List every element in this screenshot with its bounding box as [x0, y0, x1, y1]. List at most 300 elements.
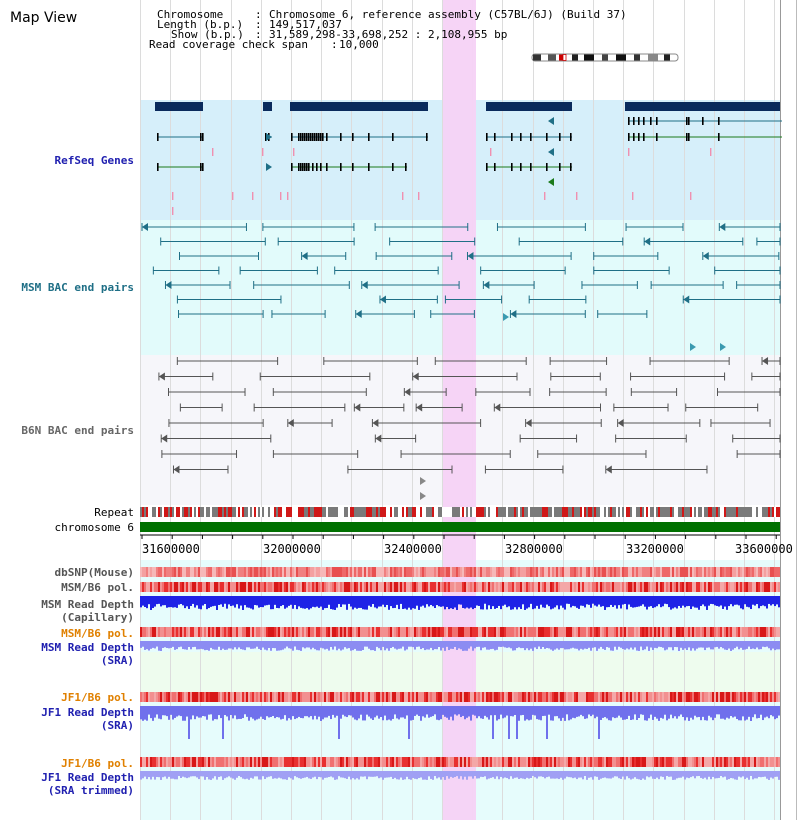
heat-mark: [400, 757, 402, 767]
heat-mark: [572, 582, 574, 592]
heat-mark: [650, 692, 652, 702]
depth-mark: [338, 641, 340, 649]
heat-mark: [152, 757, 154, 767]
depth-mark: [154, 771, 156, 780]
depth-mark: [736, 596, 738, 605]
heat-mark: [276, 757, 278, 767]
heat-mark: [466, 692, 468, 702]
depth-mark: [440, 771, 442, 780]
depth-mark: [264, 706, 266, 720]
repeat-mark: [484, 507, 486, 517]
heat-mark: [596, 567, 598, 577]
depth-mark: [428, 641, 430, 650]
heat-mark: [738, 692, 740, 702]
depth-mark: [386, 596, 388, 605]
heat-mark: [252, 582, 254, 592]
depth-mark: [302, 771, 304, 778]
heat-mark: [220, 567, 222, 577]
heat-mark: [422, 567, 424, 577]
depth-mark: [716, 706, 718, 714]
heat-mark: [598, 567, 600, 577]
depth-mark: [470, 641, 472, 647]
exon-mark: [322, 133, 324, 141]
heat-mark: [612, 692, 614, 702]
depth-mark: [518, 706, 520, 721]
heat-mark: [750, 567, 752, 577]
heat-mark: [482, 627, 484, 637]
repeat-mark: [658, 507, 660, 517]
repeat-mark: [386, 507, 388, 517]
depth-mark: [196, 596, 198, 605]
depth-mark: [602, 641, 604, 649]
msm-b6-pol-track-label[interactable]: MSM/B6 pol.: [61, 581, 134, 594]
jf1-b6-pol-label[interactable]: JF1/B6 pol.: [61, 691, 134, 704]
heat-mark: [446, 692, 448, 702]
b6n-bac-track-label[interactable]: B6N BAC end pairs: [21, 424, 134, 437]
heat-mark: [334, 692, 336, 702]
heat-mark: [570, 582, 572, 592]
depth-mark: [380, 641, 382, 650]
depth-mark: [522, 706, 524, 715]
heat-mark: [248, 582, 250, 592]
heat-mark: [392, 582, 394, 592]
heat-mark: [428, 757, 430, 767]
depth-mark: [188, 706, 190, 739]
length-key: Length (b.p.): [157, 18, 244, 31]
heat-mark: [278, 567, 280, 577]
heat-mark: [716, 627, 718, 637]
heat-mark: [494, 757, 496, 767]
heat-mark: [640, 627, 642, 637]
heat-mark: [326, 582, 328, 592]
depth-mark: [374, 771, 376, 777]
heat-mark: [548, 757, 550, 767]
repeat-mark: [266, 507, 268, 517]
heat-mark: [546, 692, 548, 702]
depth-mark: [484, 771, 486, 776]
heat-mark: [314, 757, 316, 767]
depth-mark: [676, 771, 678, 778]
heat-mark: [608, 627, 610, 637]
heat-mark: [550, 582, 552, 592]
jf1-trim-label-1[interactable]: JF1 Read Depth: [41, 771, 134, 784]
heat-mark: [652, 582, 654, 592]
depth-mark: [602, 596, 604, 606]
depth-mark: [710, 596, 712, 604]
heat-mark: [266, 567, 268, 577]
depth-mark: [560, 771, 562, 778]
heat-mark: [528, 757, 530, 767]
heat-mark: [362, 692, 364, 702]
heat-mark: [186, 582, 188, 592]
heat-mark: [258, 582, 260, 592]
heat-mark: [280, 627, 282, 637]
heat-mark: [214, 757, 216, 767]
msm-read-depth-cap-label-1[interactable]: MSM Read Depth: [41, 598, 134, 611]
depth-mark: [686, 596, 688, 606]
repeat-mark: [290, 507, 292, 517]
depth-mark: [686, 706, 688, 717]
depth-mark: [504, 596, 506, 605]
heat-mark: [526, 692, 528, 702]
repeat-mark: [576, 507, 578, 517]
depth-mark: [160, 771, 162, 780]
depth-mark: [436, 771, 438, 778]
depth-mark: [614, 771, 616, 776]
depth-mark: [592, 706, 594, 715]
depth-mark: [486, 596, 488, 609]
heat-mark: [764, 582, 766, 592]
heat-mark: [224, 692, 226, 702]
heat-mark: [152, 567, 154, 577]
depth-mark: [400, 596, 402, 604]
depth-mark: [452, 596, 454, 609]
heat-mark: [350, 627, 352, 637]
depth-mark: [400, 771, 402, 778]
heat-mark: [218, 757, 220, 767]
heat-mark: [576, 692, 578, 702]
depth-mark: [640, 596, 642, 606]
heat-mark: [192, 567, 194, 577]
repeat-mark: [630, 507, 632, 517]
heat-mark: [696, 757, 698, 767]
snp-mark: [232, 192, 233, 200]
heat-mark: [266, 757, 268, 767]
jf1-read-depth-label-2: (SRA): [100, 719, 134, 732]
heat-mark: [596, 757, 598, 767]
heat-mark: [368, 582, 370, 592]
coverage-sep: :: [331, 38, 338, 51]
heat-mark: [760, 757, 762, 767]
depth-mark: [642, 596, 644, 604]
depth-mark: [396, 771, 398, 779]
snp-mark: [690, 192, 691, 200]
heat-mark: [482, 567, 484, 577]
repeat-mark: [466, 507, 468, 517]
heat-mark: [450, 757, 452, 767]
depth-mark: [338, 771, 340, 776]
heat-mark: [402, 757, 404, 767]
heat-mark: [544, 567, 546, 577]
depth-mark: [654, 706, 656, 717]
heat-mark: [516, 757, 518, 767]
heat-mark: [178, 692, 180, 702]
heat-mark: [436, 567, 438, 577]
depth-mark: [142, 596, 144, 606]
heat-mark: [762, 692, 764, 702]
heat-mark: [570, 567, 572, 577]
heat-mark: [534, 757, 536, 767]
heat-mark: [698, 757, 700, 767]
depth-mark: [488, 771, 490, 779]
heat-mark: [590, 757, 592, 767]
heat-mark: [748, 582, 750, 592]
repeat-mark: [726, 507, 728, 517]
heat-mark: [198, 692, 200, 702]
jf1-b6-pol-2-label[interactable]: JF1/B6 pol.: [61, 757, 134, 770]
depth-mark: [328, 641, 330, 651]
depth-mark: [268, 706, 270, 717]
msm-bac-track-label[interactable]: MSM BAC end pairs: [21, 281, 134, 294]
msm-b6-pol-sra-label[interactable]: MSM/B6 pol.: [61, 627, 134, 640]
heat-mark: [404, 567, 406, 577]
heat-mark: [198, 567, 200, 577]
depth-mark: [612, 596, 614, 607]
heat-mark: [282, 757, 284, 767]
heat-mark: [290, 627, 292, 637]
heat-mark: [476, 627, 478, 637]
depth-mark: [552, 641, 554, 651]
exon-mark: [559, 163, 561, 171]
heat-mark: [402, 627, 404, 637]
depth-mark: [672, 706, 674, 718]
depth-mark: [622, 771, 624, 777]
heat-mark: [474, 582, 476, 592]
depth-mark: [284, 771, 286, 779]
depth-mark: [220, 771, 222, 776]
depth-mark: [302, 706, 304, 718]
depth-mark: [190, 706, 192, 719]
repeat-mark: [406, 507, 408, 517]
heat-mark: [646, 567, 648, 577]
depth-mark: [604, 771, 606, 777]
heat-mark: [306, 582, 308, 592]
heat-mark: [424, 627, 426, 637]
heat-mark: [324, 582, 326, 592]
heat-mark: [312, 582, 314, 592]
heat-mark: [202, 692, 204, 702]
gene-arrow: [548, 117, 554, 125]
heat-mark: [292, 627, 294, 637]
heat-mark: [644, 582, 646, 592]
heat-mark: [496, 582, 498, 592]
exon-mark: [314, 133, 316, 141]
depth-mark: [350, 641, 352, 651]
bac-arrow: [606, 466, 612, 474]
heat-mark: [766, 627, 768, 637]
depth-mark: [608, 771, 610, 778]
heat-mark: [228, 627, 230, 637]
depth-mark: [658, 596, 660, 604]
heat-mark: [558, 567, 560, 577]
depth-mark: [714, 596, 716, 605]
depth-mark: [264, 641, 266, 650]
depth-mark: [376, 706, 378, 716]
heat-mark: [276, 582, 278, 592]
depth-mark: [626, 596, 628, 609]
heat-mark: [344, 692, 346, 702]
depth-mark: [218, 771, 220, 777]
depth-mark: [286, 706, 288, 721]
depth-mark: [368, 596, 370, 606]
heat-mark: [200, 692, 202, 702]
repeat-mark: [490, 507, 492, 517]
heat-mark: [498, 757, 500, 767]
depth-mark: [730, 596, 732, 604]
heat-mark: [240, 567, 242, 577]
depth-mark: [382, 641, 384, 647]
heat-mark: [458, 582, 460, 592]
depth-mark: [414, 706, 416, 716]
depth-mark: [150, 771, 152, 779]
depth-mark: [406, 706, 408, 715]
heat-mark: [246, 627, 248, 637]
heat-mark: [676, 757, 678, 767]
depth-mark: [468, 641, 470, 649]
repeat-mark: [536, 507, 538, 517]
jf1-read-depth-label-1[interactable]: JF1 Read Depth: [41, 706, 134, 719]
depth-mark: [468, 706, 470, 716]
depth-mark: [746, 641, 748, 649]
heat-mark: [198, 582, 200, 592]
depth-mark: [772, 596, 774, 604]
msm-read-depth-sra-label-1[interactable]: MSM Read Depth: [41, 641, 134, 654]
heat-mark: [704, 627, 706, 637]
heat-mark: [166, 582, 168, 592]
repeat-mark: [660, 507, 662, 517]
heat-mark: [336, 757, 338, 767]
depth-mark: [232, 596, 234, 606]
heat-mark: [170, 757, 172, 767]
depth-mark: [398, 771, 400, 780]
heat-mark: [302, 757, 304, 767]
heat-mark: [248, 692, 250, 702]
repeat-mark: [708, 507, 710, 517]
refseq-track-label[interactable]: RefSeq Genes: [54, 154, 134, 167]
depth-mark: [380, 596, 382, 606]
heat-mark: [656, 757, 658, 767]
heat-mark: [396, 582, 398, 592]
depth-mark: [280, 771, 282, 778]
depth-mark: [682, 706, 684, 717]
heat-mark: [228, 692, 230, 702]
heat-mark: [294, 692, 296, 702]
heat-mark: [742, 692, 744, 702]
heat-mark: [290, 692, 292, 702]
heat-mark: [630, 627, 632, 637]
heat-mark: [624, 567, 626, 577]
heat-mark: [518, 757, 520, 767]
heat-mark: [688, 567, 690, 577]
heat-mark: [486, 692, 488, 702]
repeat-mark: [288, 507, 290, 517]
depth-mark: [656, 596, 658, 606]
depth-mark: [358, 641, 360, 651]
depth-mark: [366, 771, 368, 779]
depth-mark: [732, 641, 734, 650]
repeat-mark: [714, 507, 716, 517]
heat-mark: [636, 692, 638, 702]
depth-mark: [430, 771, 432, 779]
heat-mark: [748, 627, 750, 637]
heat-mark: [396, 627, 398, 637]
heat-mark: [350, 692, 352, 702]
depth-mark: [594, 771, 596, 776]
depth-mark: [728, 596, 730, 606]
heat-mark: [164, 627, 166, 637]
depth-mark: [662, 596, 664, 606]
heat-mark: [386, 757, 388, 767]
heat-mark: [634, 627, 636, 637]
depth-mark: [362, 706, 364, 720]
heat-mark: [214, 627, 216, 637]
depth-mark: [642, 706, 644, 715]
heat-mark: [140, 567, 142, 577]
heat-mark: [406, 692, 408, 702]
heat-mark: [766, 582, 768, 592]
dbsnp-track-label[interactable]: dbSNP(Mouse): [54, 566, 134, 579]
heat-mark: [736, 567, 738, 577]
repeat-mark: [340, 507, 342, 517]
heat-mark: [580, 692, 582, 702]
heat-mark: [380, 757, 382, 767]
depth-mark: [712, 596, 714, 604]
repeat-mark: [696, 507, 698, 517]
heat-mark: [718, 692, 720, 702]
repeat-mark: [174, 507, 176, 517]
depth-mark: [324, 596, 326, 608]
depth-mark: [352, 641, 354, 650]
heat-mark: [340, 757, 342, 767]
heat-mark: [156, 757, 158, 767]
depth-mark: [210, 706, 212, 714]
depth-mark: [500, 641, 502, 647]
axis-tick-label: 33200000: [626, 542, 684, 556]
heat-mark: [422, 757, 424, 767]
depth-mark: [282, 706, 284, 719]
depth-mark: [256, 641, 258, 647]
heat-mark: [398, 627, 400, 637]
chromosome-value: Chromosome 6, reference assembly (C57BL/6J) (Build 37): [269, 8, 627, 21]
repeat-mark: [308, 507, 310, 517]
depth-mark: [430, 641, 432, 648]
depth-mark: [442, 706, 444, 715]
repeat-mark: [638, 507, 640, 517]
depth-mark: [684, 771, 686, 780]
heat-mark: [634, 692, 636, 702]
depth-mark: [412, 596, 414, 608]
depth-mark: [422, 641, 424, 648]
depth-mark: [160, 596, 162, 606]
heat-mark: [566, 627, 568, 637]
heat-mark: [378, 627, 380, 637]
heat-mark: [270, 692, 272, 702]
exon-mark: [302, 133, 304, 141]
depth-mark: [202, 596, 204, 606]
repeat-mark: [360, 507, 362, 517]
heat-mark: [776, 567, 778, 577]
repeat-mark: [598, 507, 600, 517]
heat-mark: [298, 582, 300, 592]
depth-mark: [434, 771, 436, 776]
repeat-mark: [500, 507, 502, 517]
heat-mark: [246, 567, 248, 577]
depth-mark: [706, 641, 708, 648]
heat-mark: [428, 692, 430, 702]
jf1-trim-label-2: (SRA trimmed): [47, 784, 134, 797]
heat-mark: [394, 567, 396, 577]
depth-mark: [676, 596, 678, 609]
heat-mark: [386, 582, 388, 592]
heat-mark: [274, 627, 276, 637]
heat-mark: [154, 582, 156, 592]
heat-mark: [432, 692, 434, 702]
repeat-mark: [544, 507, 546, 517]
depth-mark: [638, 706, 640, 718]
repeat-mark: [562, 507, 564, 517]
heat-mark: [172, 567, 174, 577]
depth-mark: [330, 641, 332, 647]
